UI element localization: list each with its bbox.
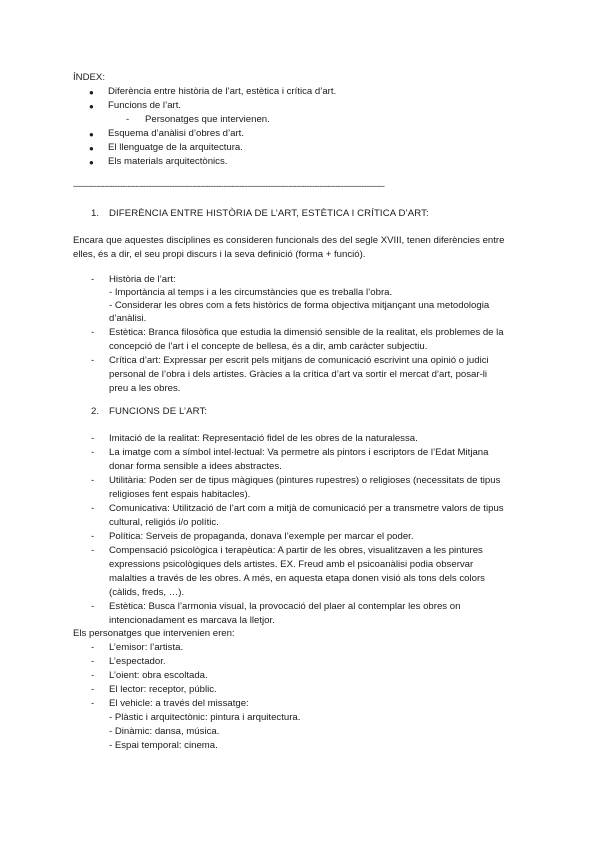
section1-heading: DIFERÈNCIA ENTRE HISTÒRIA DE L’ART, ESTÈTICA I CRÍTICA D’ART:	[109, 208, 429, 219]
section1-intro-line: elles, és a dir, el seu propi discurs i la seva definició (forma + funció).	[73, 249, 366, 260]
bullet-icon: ●	[89, 144, 94, 153]
list-item-line: Imitació de la realitat: Representació fidel de les obres de la naturalessa.	[109, 433, 418, 444]
vehicle-subitem: - Espai temporal: cinema.	[109, 740, 218, 751]
index-item: Funcions de l’art.	[108, 100, 182, 111]
dash-icon: -	[91, 698, 95, 709]
dash-icon: -	[91, 503, 95, 514]
list-item-line: religioses fent espais habitacles).	[109, 489, 251, 500]
vehicle-subitem: - Dinàmic: dansa, música.	[109, 726, 220, 737]
index-item: Diferència entre història de l’art, estètica i crítica d’art.	[108, 86, 337, 97]
list-item-line: La imatge com a símbol intel·lectual: Va permetre als pintors i escriptors de l’Edat Mitjana	[109, 447, 489, 458]
dash-icon: -	[91, 327, 95, 338]
dash-icon: -	[91, 684, 95, 695]
separator-line: ------------------------------------------------------------------------------------------------------------------------	[73, 181, 385, 192]
people-item: El vehicle: a través del missatge:	[109, 698, 249, 709]
dash-icon: -	[91, 656, 95, 667]
section1-number: 1.	[91, 208, 100, 219]
bullet-icon: ●	[89, 130, 94, 139]
bullet-icon: ●	[89, 88, 94, 97]
list-item-line: (càlids, freds, …).	[109, 587, 185, 598]
section2-heading: FUNCIONS DE L’ART:	[109, 406, 208, 417]
list-item-line: preu a les obres.	[109, 383, 181, 394]
list-item-line: concepció de l’art i el concepte de bellesa, és a dir, amb caràcter subjectiu.	[109, 341, 428, 352]
dash-icon: -	[91, 531, 95, 542]
list-item-line: Història de l’art:	[109, 274, 176, 285]
bullet-icon: ●	[89, 102, 94, 111]
dash-icon: -	[126, 114, 130, 125]
dash-icon: -	[91, 601, 95, 612]
people-item: L’emisor: l’artista.	[109, 642, 184, 653]
index-item: El llenguatge de la arquitectura.	[108, 142, 243, 153]
section2-number: 2.	[91, 406, 100, 417]
bullet-icon: ●	[89, 158, 94, 167]
list-item-line: Estètica: Branca filosòfica que estudia la dimensió sensible de la realitat, els problemes de la	[109, 327, 504, 338]
list-item-line: - Importància al temps i a les circumstàncies que es treballa l’obra.	[109, 287, 393, 298]
dash-icon: -	[91, 355, 95, 366]
people-item: L’oient: obra escoltada.	[109, 670, 208, 681]
people-item: L’espectador.	[109, 656, 166, 667]
list-item-line: intencionadament es marcava la lletjor.	[109, 615, 275, 626]
people-intro: Els personatges que intervenien eren:	[73, 628, 235, 639]
list-item-line: d’anàlisi.	[109, 313, 147, 324]
people-item: El lector: receptor, públic.	[109, 684, 217, 695]
dash-icon: -	[91, 642, 95, 653]
section1-intro-line: Encara que aquestes disciplines es consideren funcionals des del segle XVIII, tenen diferències entre	[73, 235, 505, 246]
list-item-line: donar forma sensible a idees abstractes.	[109, 461, 282, 472]
list-item-line: cultural, religiós i/o polític.	[109, 517, 219, 528]
list-item-line: - Considerar les obres com a fets històrics de forma objectiva mitjançant una metodologia	[109, 300, 490, 311]
dash-icon: -	[91, 670, 95, 681]
list-item-line: Compensació psicològica i terapèutica: A partir de les obres, visualitzaven a les pintures	[109, 545, 483, 556]
list-item-line: Utilitària: Poden ser de tipus màgiques (pintures rupestres) o religioses (necessitats de tipus	[109, 475, 501, 486]
dash-icon: -	[91, 447, 95, 458]
list-item-line: Crítica d’art: Expressar per escrit pels mitjans de comunicació escrivint una opinió o judici	[109, 355, 489, 366]
index-item: Els materials arquitectònics.	[108, 156, 228, 167]
index-title: ÍNDEX:	[73, 72, 105, 83]
index-item: Esquema d’anàlisi d’obres d’art.	[108, 128, 244, 139]
list-item-line: Comunicativa: Utilització de l’art com a mitjà de comunicació per a transmetre valors de tipus	[109, 503, 504, 514]
list-item-line: malalties a través de les obres. A més, en aquesta etapa donen visió als tons dels colors	[109, 573, 485, 584]
vehicle-subitem: - Plàstic i arquitectònic: pintura i arquitectura.	[109, 712, 301, 723]
list-item-line: expressions psicològiques dels artistes. EX. Freud amb el psicoanàlisi podia observar	[109, 559, 474, 570]
dash-icon: -	[91, 433, 95, 444]
dash-icon: -	[91, 545, 95, 556]
list-item-line: Estètica: Busca l’armonia visual, la provocació del plaer al contemplar les obres on	[109, 601, 461, 612]
dash-icon: -	[91, 274, 95, 285]
list-item-line: Política: Serveis de propaganda, donava l’exemple per marcar el poder.	[109, 531, 414, 542]
list-item-line: personal de l’obra i dels artistes. Gràcies a la crítica d’art va sortir el mercat d’art, posar-li	[109, 369, 488, 380]
dash-icon: -	[91, 475, 95, 486]
index-subitem: Personatges que intervienen.	[145, 114, 270, 125]
